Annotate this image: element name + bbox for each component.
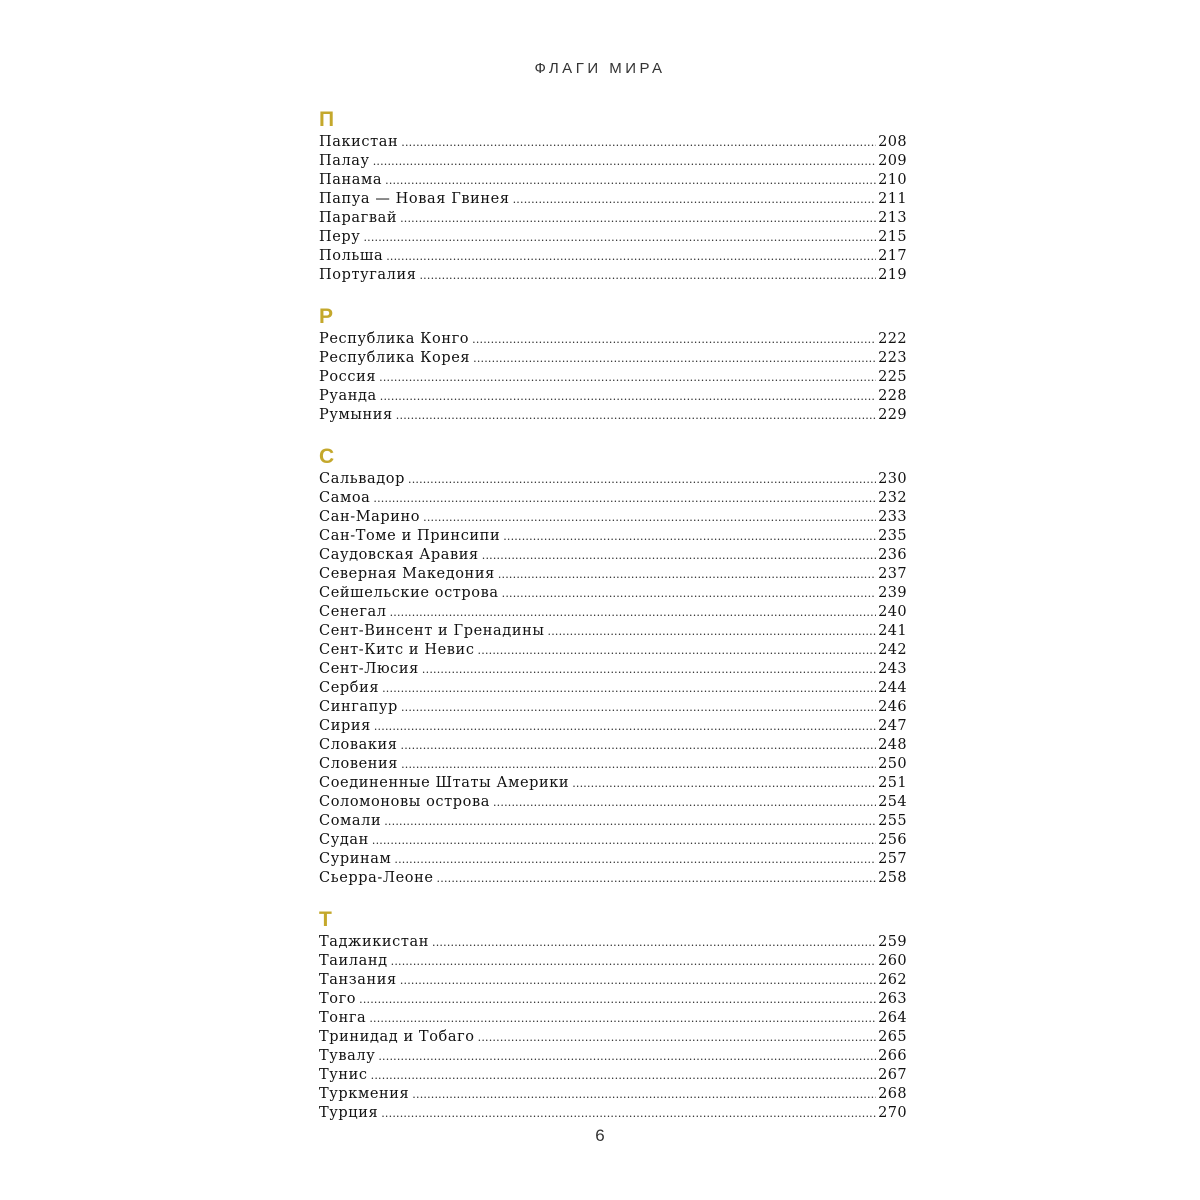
entry-country-name: Танзания	[319, 972, 397, 988]
dot-leader	[400, 209, 876, 228]
dot-leader	[493, 793, 876, 812]
toc-entry	[319, 793, 907, 812]
entry-page-number: 241	[878, 623, 907, 639]
entry-page-number: 223	[878, 350, 907, 366]
toc-section	[319, 304, 907, 425]
entry-page-number: 262	[878, 972, 907, 988]
entry-page-number: 236	[878, 547, 907, 563]
toc-entry	[319, 679, 907, 698]
toc-entry	[319, 660, 907, 679]
toc-entry	[319, 698, 907, 717]
entry-country-name: Словения	[319, 756, 399, 772]
entry-page-number: 209	[878, 153, 907, 169]
entry-country-name: Турция	[319, 1105, 379, 1121]
dot-leader	[363, 228, 876, 247]
toc-entry	[319, 209, 907, 228]
toc-entry	[319, 812, 907, 831]
toc-entry	[319, 190, 907, 209]
dot-leader	[372, 831, 876, 850]
toc-entry	[319, 266, 907, 285]
entry-country-name: Пакистан	[319, 134, 399, 150]
toc-entry	[319, 774, 907, 793]
dot-leader	[419, 266, 876, 285]
dot-leader	[401, 698, 876, 717]
toc-entry	[319, 171, 907, 190]
dot-leader	[384, 812, 876, 831]
entry-page-number: 265	[878, 1029, 907, 1045]
toc-entry	[319, 546, 907, 565]
dot-leader	[369, 1009, 876, 1028]
entry-page-number: 263	[878, 991, 907, 1007]
toc-entry	[319, 603, 907, 622]
entry-country-name: Соломоновы острова	[319, 794, 490, 810]
section-entries	[319, 133, 907, 285]
entry-page-number: 266	[878, 1048, 907, 1064]
entry-country-name: Руанда	[319, 388, 377, 404]
dot-leader	[548, 622, 877, 641]
entry-country-name: Северная Македония	[319, 566, 495, 582]
dot-leader	[380, 387, 876, 406]
toc-section	[319, 907, 907, 1123]
entry-country-name: Судан	[319, 832, 369, 848]
dot-leader	[385, 171, 876, 190]
toc-entry	[319, 717, 907, 736]
entry-page-number: 244	[878, 680, 907, 696]
entry-page-number: 233	[878, 509, 907, 525]
toc-entry	[319, 1066, 907, 1085]
dot-leader	[396, 406, 876, 425]
entry-country-name: Сирия	[319, 718, 371, 734]
toc-entry	[319, 133, 907, 152]
section-entries	[319, 470, 907, 888]
toc-entry	[319, 406, 907, 425]
entry-page-number: 240	[878, 604, 907, 620]
entry-page-number: 235	[878, 528, 907, 544]
toc-entry	[319, 1085, 907, 1104]
entry-country-name: Таиланд	[319, 953, 388, 969]
entry-country-name: Тувалу	[319, 1048, 376, 1064]
dot-leader	[391, 952, 876, 971]
entry-country-name: Палау	[319, 153, 370, 169]
toc-entry	[319, 349, 907, 368]
toc-entry	[319, 1009, 907, 1028]
entry-page-number: 268	[878, 1086, 907, 1102]
entry-country-name: Туркмения	[319, 1086, 410, 1102]
entry-country-name: Россия	[319, 369, 377, 385]
entry-page-number: 219	[878, 267, 907, 283]
section-entries	[319, 933, 907, 1123]
toc-entry	[319, 850, 907, 869]
toc-entry	[319, 952, 907, 971]
entry-page-number: 217	[878, 248, 907, 264]
toc-entry	[319, 933, 907, 952]
entry-page-number: 257	[878, 851, 907, 867]
entry-page-number: 210	[878, 172, 907, 188]
entry-country-name: Польша	[319, 248, 384, 264]
toc-entry	[319, 330, 907, 349]
toc-entry	[319, 247, 907, 266]
toc-entry	[319, 508, 907, 527]
entry-country-name: Тонга	[319, 1010, 367, 1026]
dot-leader	[401, 736, 877, 755]
toc-entry	[319, 1047, 907, 1066]
toc-entry	[319, 736, 907, 755]
section-letter: Р	[319, 305, 334, 328]
entry-page-number: 255	[878, 813, 907, 829]
entry-page-number: 259	[878, 934, 907, 950]
entry-country-name: Сербия	[319, 680, 380, 696]
entry-country-name: Сингапур	[319, 699, 398, 715]
dot-leader	[390, 603, 877, 622]
section-entries	[319, 330, 907, 425]
entry-page-number: 208	[878, 134, 907, 150]
dot-leader	[379, 368, 876, 387]
entry-country-name: Перу	[319, 229, 361, 245]
dot-leader	[412, 1085, 876, 1104]
dot-leader	[473, 349, 876, 368]
toc-entry	[319, 527, 907, 546]
entry-country-name: Сент-Винсент и Гренадины	[319, 623, 545, 639]
entry-page-number: 229	[878, 407, 907, 423]
dot-leader	[373, 152, 876, 171]
toc-entry	[319, 584, 907, 603]
dot-leader	[432, 933, 876, 952]
section-letter: С	[319, 445, 335, 468]
toc-entry	[319, 489, 907, 508]
toc-entry	[319, 228, 907, 247]
entry-page-number: 264	[878, 1010, 907, 1026]
entry-country-name: Словакия	[319, 737, 398, 753]
toc-entry	[319, 1104, 907, 1123]
entry-page-number: 251	[878, 775, 907, 791]
entry-page-number: 239	[878, 585, 907, 601]
dot-leader	[386, 247, 876, 266]
entry-country-name: Таджикистан	[319, 934, 430, 950]
dot-leader	[373, 489, 876, 508]
toc-entry	[319, 869, 907, 888]
entry-country-name: Сейшельские острова	[319, 585, 499, 601]
toc-entry	[319, 368, 907, 387]
entry-country-name: Суринам	[319, 851, 392, 867]
entry-page-number: 225	[878, 369, 907, 385]
section-letter: П	[319, 108, 335, 131]
dot-leader	[371, 1066, 876, 1085]
dot-leader	[423, 508, 876, 527]
running-title: ФЛАГИ МИРА	[534, 60, 666, 77]
entry-page-number: 258	[878, 870, 907, 886]
toc-entry	[319, 565, 907, 584]
entry-country-name: Португалия	[319, 267, 417, 283]
entry-country-name: Сент-Китс и Невис	[319, 642, 475, 658]
toc-section	[319, 107, 907, 285]
entry-page-number: 270	[878, 1105, 907, 1121]
entry-page-number: 248	[878, 737, 907, 753]
toc-entry	[319, 1028, 907, 1047]
toc-entry	[319, 470, 907, 489]
dot-leader	[422, 660, 876, 679]
entry-country-name: Республика Корея	[319, 350, 471, 366]
entry-page-number: 211	[878, 191, 907, 207]
dot-leader	[498, 565, 876, 584]
dot-leader	[359, 990, 876, 1009]
dot-leader	[478, 1028, 876, 1047]
entry-country-name: Того	[319, 991, 357, 1007]
entry-country-name: Панама	[319, 172, 383, 188]
entry-country-name: Сомали	[319, 813, 382, 829]
entry-page-number: 232	[878, 490, 907, 506]
toc-entry	[319, 622, 907, 641]
entry-country-name: Папуа — Новая Гвинея	[319, 191, 510, 207]
entry-country-name: Сент-Люсия	[319, 661, 419, 677]
toc-entry	[319, 641, 907, 660]
entry-country-name: Сан-Томе и Принсипи	[319, 528, 501, 544]
toc-entry	[319, 387, 907, 406]
dot-leader	[472, 330, 876, 349]
dot-leader	[401, 133, 876, 152]
entry-country-name: Самоа	[319, 490, 371, 506]
entry-country-name: Сенегал	[319, 604, 387, 620]
entry-page-number: 242	[878, 642, 907, 658]
entry-page-number: 213	[878, 210, 907, 226]
entry-page-number: 246	[878, 699, 907, 715]
toc-entry	[319, 831, 907, 850]
entry-page-number: 254	[878, 794, 907, 810]
toc-section	[319, 444, 907, 888]
toc-entry	[319, 990, 907, 1009]
dot-leader	[408, 470, 876, 489]
dot-leader	[572, 774, 876, 793]
dot-leader	[503, 527, 876, 546]
entry-page-number: 222	[878, 331, 907, 347]
section-letter: Т	[319, 908, 332, 931]
entry-country-name: Соединенные Штаты Америки	[319, 775, 570, 791]
dot-leader	[437, 869, 877, 888]
entry-page-number: 230	[878, 471, 907, 487]
entry-country-name: Парагвай	[319, 210, 398, 226]
dot-leader	[378, 1047, 876, 1066]
dot-leader	[401, 755, 876, 774]
page-number: 6	[595, 1126, 605, 1145]
dot-leader	[394, 850, 876, 869]
toc-entry	[319, 971, 907, 990]
entry-country-name: Республика Конго	[319, 331, 470, 347]
entry-country-name: Сьерра-Леоне	[319, 870, 434, 886]
entry-page-number: 215	[878, 229, 907, 245]
entry-page-number: 250	[878, 756, 907, 772]
dot-leader	[482, 546, 876, 565]
entry-page-number: 243	[878, 661, 907, 677]
entry-page-number: 267	[878, 1067, 907, 1083]
dot-leader	[513, 190, 877, 209]
dot-leader	[478, 641, 877, 660]
entry-country-name: Румыния	[319, 407, 393, 423]
entry-country-name: Тунис	[319, 1067, 368, 1083]
entry-page-number: 247	[878, 718, 907, 734]
toc-entry	[319, 152, 907, 171]
entry-page-number: 260	[878, 953, 907, 969]
dot-leader	[400, 971, 876, 990]
entry-country-name: Сальвадор	[319, 471, 405, 487]
entry-page-number: 237	[878, 566, 907, 582]
entry-country-name: Тринидад и Тобаго	[319, 1029, 475, 1045]
dot-leader	[374, 717, 876, 736]
table-of-contents	[319, 107, 907, 1123]
entry-page-number: 256	[878, 832, 907, 848]
toc-entry	[319, 755, 907, 774]
dot-leader	[502, 584, 876, 603]
dot-leader	[381, 1104, 876, 1123]
entry-country-name: Сан-Марино	[319, 509, 421, 525]
dot-leader	[382, 679, 876, 698]
entry-page-number: 228	[878, 388, 907, 404]
entry-country-name: Саудовская Аравия	[319, 547, 479, 563]
